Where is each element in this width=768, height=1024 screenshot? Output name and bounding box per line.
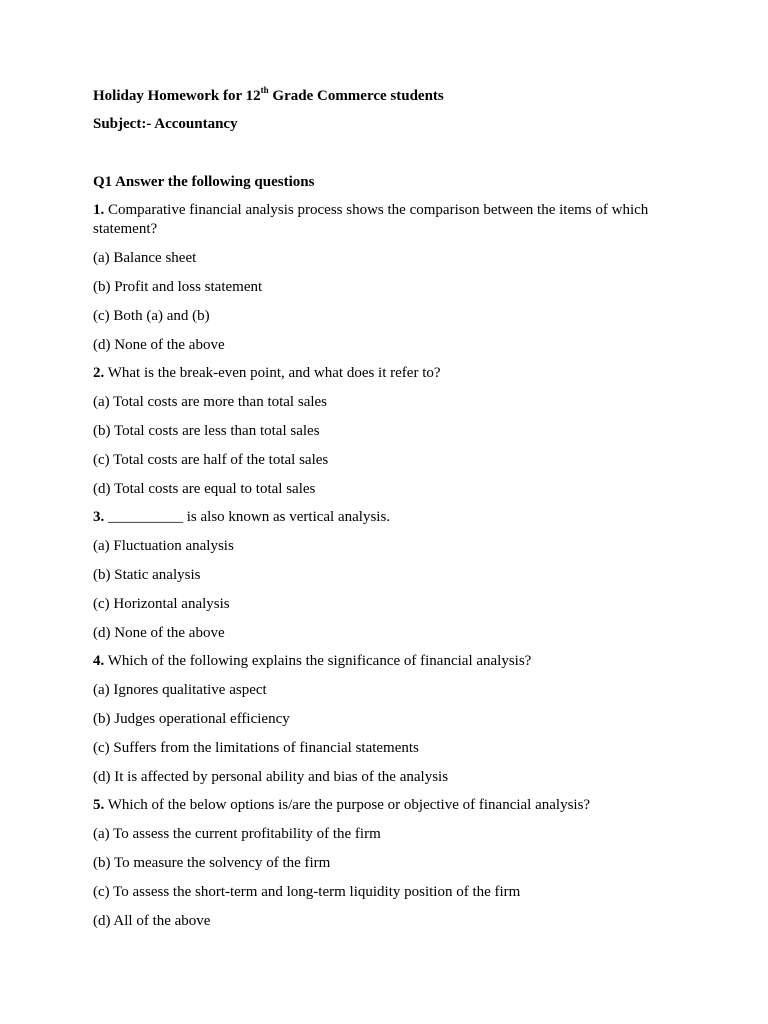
option-c: (c) Both (a) and (b) xyxy=(93,308,210,324)
question-5 xyxy=(93,796,693,931)
question-body: What is the break-even point, and what does it refer to? xyxy=(104,365,441,381)
document-title xyxy=(93,86,693,106)
document-page xyxy=(93,86,693,931)
question-text xyxy=(93,796,693,815)
question-body: Comparative financial analysis process shows the comparison between the items of which statement? xyxy=(93,202,649,237)
question-4 xyxy=(93,652,693,787)
title-superscript: th xyxy=(260,85,269,95)
option-d: (d) Total costs are equal to total sales xyxy=(93,481,316,497)
option-b: (b) Profit and loss statement xyxy=(93,279,263,295)
question-1 xyxy=(93,201,693,355)
question-text xyxy=(93,652,693,671)
question-body: Which of the following explains the significance of financial analysis? xyxy=(104,653,532,669)
title-prefix: Holiday Homework for 12 xyxy=(93,88,261,104)
option-c: (c) To assess the short-term and long-term liquidity position of the firm xyxy=(93,884,521,900)
question-text xyxy=(93,201,693,239)
question-2 xyxy=(93,364,693,499)
option-b: (b) To measure the solvency of the firm xyxy=(93,855,331,871)
question-number: 2. xyxy=(93,365,105,381)
section-heading: Q1 Answer the following questions xyxy=(93,174,315,190)
option-d: (d) All of the above xyxy=(93,913,211,929)
option-b: (b) Judges operational efficiency xyxy=(93,711,290,727)
question-text xyxy=(93,508,693,527)
question-number: 5. xyxy=(93,797,105,813)
option-b: (b) Static analysis xyxy=(93,567,201,583)
question-text xyxy=(93,364,693,383)
option-a: (a) Ignores qualitative aspect xyxy=(93,682,267,698)
question-body: __________ is also known as vertical analysis. xyxy=(104,509,391,525)
option-c: (c) Suffers from the limitations of financial statements xyxy=(93,740,419,756)
subject-line: Subject:- Accountancy xyxy=(93,116,238,132)
option-a: (a) Balance sheet xyxy=(93,250,197,266)
option-a: (a) Total costs are more than total sales xyxy=(93,394,328,410)
option-c: (c) Horizontal analysis xyxy=(93,596,230,612)
option-d: (d) It is affected by personal ability and bias of the analysis xyxy=(93,769,449,785)
question-body: Which of the below options is/are the purpose or objective of financial analysis? xyxy=(104,797,591,813)
question-3 xyxy=(93,508,693,643)
option-d: (d) None of the above xyxy=(93,337,225,353)
option-d: (d) None of the above xyxy=(93,625,225,641)
option-c: (c) Total costs are half of the total sales xyxy=(93,452,329,468)
title-suffix: Grade Commerce students xyxy=(268,88,444,104)
question-number: 4. xyxy=(93,653,105,669)
option-a: (a) Fluctuation analysis xyxy=(93,538,234,554)
question-number: 3. xyxy=(93,509,105,525)
question-number: 1. xyxy=(93,202,105,218)
option-b: (b) Total costs are less than total sales xyxy=(93,423,320,439)
option-a: (a) To assess the current profitability of the firm xyxy=(93,826,381,842)
